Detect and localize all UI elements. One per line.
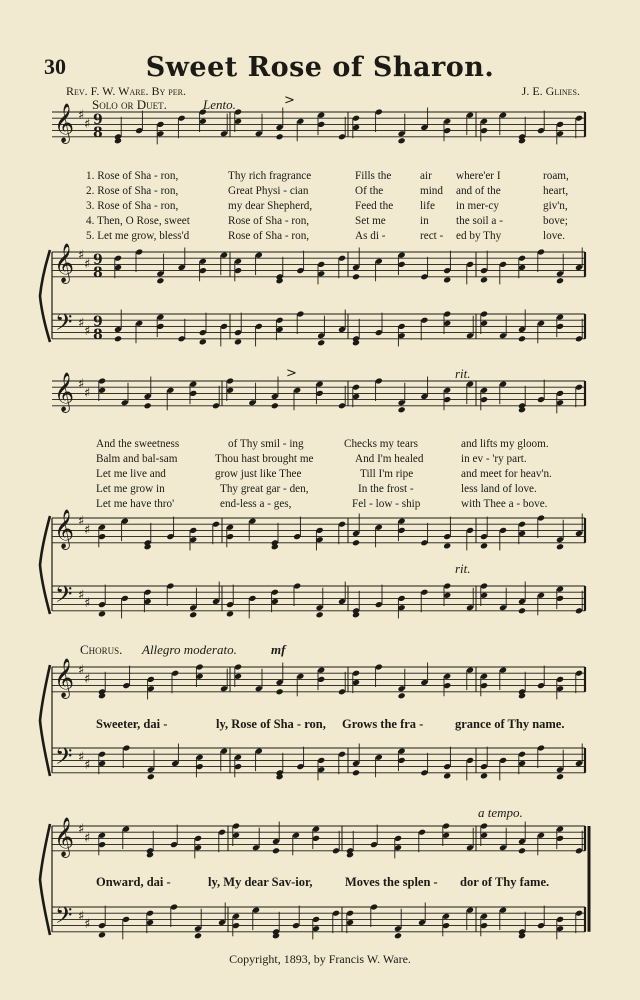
sharp-icon: ♯	[78, 377, 85, 392]
staff-brace	[40, 516, 50, 614]
sharp-icon: ♯	[78, 909, 85, 924]
verse-4-seg-5: the soil a -	[456, 215, 503, 227]
verse-5-seg-1: 5. Let me grow, bless'd	[86, 230, 190, 242]
verse-5-seg-2: Rose of Sha - ron,	[228, 230, 310, 242]
chorus-2-seg-1: Onward, dai -	[96, 875, 171, 889]
verse-4-seg-6: bove;	[543, 215, 568, 227]
verse-3-line-2-seg-1: Let me live and	[96, 468, 166, 480]
verse-2-line-2-seg-2: Thou hast brought me	[215, 453, 314, 465]
verse-5-seg-5: ed by Thy	[456, 230, 502, 242]
sharp-icon: ♯	[78, 248, 85, 263]
notehead	[144, 402, 152, 409]
verse-2-line-2-seg-4: in ev - 'ry part.	[461, 453, 527, 465]
accent-icon: >	[286, 366, 297, 381]
notehead	[226, 610, 234, 617]
notehead	[398, 692, 406, 699]
sharp-icon: ♯	[84, 596, 91, 611]
verse-4-seg-3: Set me	[355, 215, 386, 227]
sharp-icon: ♯	[84, 831, 91, 846]
rit-direction-2: rit.	[455, 561, 471, 576]
verse-1-seg-6: roam,	[543, 170, 569, 182]
verse-1-seg-3: Fills the	[355, 170, 392, 182]
notehead	[199, 338, 207, 345]
notehead	[394, 932, 402, 939]
time-signature-top: 9	[93, 314, 103, 330]
verse-1-line-2-seg-2: of Thy smil - ing	[228, 438, 304, 450]
verse-4-seg-2: Rose of Sha - ron,	[228, 215, 310, 227]
chorus-1-seg-4: grance of Thy name.	[455, 717, 565, 731]
verse-3-seg-5: in mer-cy	[456, 200, 499, 212]
notehead	[147, 773, 155, 780]
treble-clef-icon: 𝄞	[54, 509, 75, 549]
sharp-icon: ♯	[78, 588, 85, 603]
notehead	[189, 611, 197, 618]
verse-4-line-2-seg-4: less land of love.	[461, 483, 537, 495]
verse-4-seg-1: 4. Then, O Rose, sweet	[86, 215, 190, 227]
notehead	[518, 335, 526, 342]
verse-3-seg-1: 3. Rose of Sha - ron,	[86, 200, 179, 212]
verse-1-line-2-seg-1: And the sweetness	[96, 438, 180, 450]
sharp-icon: ♯	[78, 663, 85, 678]
treble-clef-icon: 𝄞	[54, 103, 75, 143]
notehead	[352, 273, 360, 280]
notehead	[276, 133, 284, 140]
verse-4-seg-4: in	[420, 215, 429, 227]
notehead	[480, 542, 488, 549]
verse-2-line-2-seg-3: And I'm healed	[355, 453, 424, 465]
notehead	[556, 773, 564, 780]
notehead	[352, 769, 360, 776]
treble-clef-icon: 𝄞	[54, 817, 75, 857]
verse-3-line-2-seg-2: grow just like Thee	[215, 468, 302, 480]
sharp-icon: ♯	[84, 672, 91, 687]
verse-5-line-2-seg-3: Fel - low - ship	[352, 498, 421, 510]
time-signature-bottom: 8	[93, 327, 103, 343]
notehead	[272, 847, 280, 854]
notehead	[443, 542, 451, 549]
notehead	[398, 406, 406, 413]
notehead	[518, 847, 526, 854]
verse-1-seg-5: where'er I	[456, 170, 501, 182]
verse-1-seg-1: 1. Rose of Sha - ron,	[86, 170, 179, 182]
notehead	[276, 688, 284, 695]
sharp-icon: ♯	[78, 750, 85, 765]
staff-brace	[40, 250, 50, 342]
sharp-icon: ♯	[84, 257, 91, 272]
notehead	[316, 611, 324, 618]
sharp-icon: ♯	[84, 386, 91, 401]
verse-4-line-2-seg-1: Let me grow in	[96, 483, 165, 495]
notehead	[352, 539, 360, 546]
notehead	[480, 772, 488, 779]
verse-1-seg-2: Thy rich fragrance	[228, 170, 312, 182]
chorus-2-seg-2: ly, My dear Sav-ior,	[208, 875, 313, 889]
verse-3-line-2-seg-3: Till I'm ripe	[360, 468, 414, 480]
notehead	[443, 772, 451, 779]
treble-clef-icon: 𝄞	[54, 658, 75, 698]
sharp-icon: ♯	[84, 324, 91, 339]
sharp-icon: ♯	[78, 514, 85, 529]
chorus-direction: Chorus.	[80, 642, 123, 657]
composer-credit: J. E. Glines.	[521, 84, 580, 98]
verse-4-line-2-seg-3: In the frost -	[358, 483, 414, 495]
verse-5-line-2-seg-1: Let me have thro'	[96, 498, 175, 510]
notehead	[398, 137, 406, 144]
chorus-1-seg-3: Grows the fra -	[342, 717, 424, 731]
verse-3-seg-2: my dear Shepherd,	[228, 200, 313, 212]
notehead	[98, 931, 106, 938]
notehead	[556, 277, 564, 284]
verse-3-line-2-seg-4: and meet for heav'n.	[461, 468, 552, 480]
verse-5-line-2-seg-2: end-less a - ges,	[220, 498, 292, 510]
notehead	[443, 276, 451, 283]
chorus-1-seg-2: ly, Rose of Sha - ron,	[216, 717, 326, 731]
notehead	[556, 543, 564, 550]
dynamic-mf: mf	[271, 642, 286, 657]
notehead	[98, 610, 106, 617]
sharp-icon: ♯	[78, 822, 85, 837]
bass-clef-icon: 𝄢	[55, 903, 73, 934]
verse-2-seg-3: Of the	[355, 185, 384, 197]
verse-1-line-2-seg-3: Checks my tears	[344, 438, 418, 450]
verse-2-seg-4: mind	[420, 185, 443, 197]
verse-3-seg-6: giv'n,	[543, 200, 568, 212]
sharp-icon: ♯	[84, 117, 91, 132]
bass-clef-icon: 𝄢	[55, 744, 73, 775]
notehead	[317, 339, 325, 346]
tempo-lento: Lento.	[203, 97, 236, 112]
time-signature-top: 9	[93, 112, 103, 128]
verse-5-seg-3: As di -	[355, 230, 386, 242]
time-signature-bottom: 8	[93, 265, 103, 281]
hymn-title: Sweet Rose of Sharon.	[145, 52, 495, 83]
staff-brace	[40, 824, 50, 935]
notehead	[194, 932, 202, 939]
verse-3-seg-3: Feed the	[355, 200, 394, 212]
notehead	[234, 338, 242, 345]
time-signature-bottom: 8	[93, 125, 103, 141]
sharp-icon: ♯	[84, 523, 91, 538]
sharp-icon: ♯	[84, 758, 91, 773]
tempo-allegro: Allegro moderato.	[142, 642, 237, 657]
notehead	[518, 607, 526, 614]
chorus-1-seg-1: Sweeter, dai -	[96, 717, 168, 731]
verse-1-line-2-seg-4: and lifts my gloom.	[461, 438, 549, 450]
treble-clef-icon: 𝄞	[54, 243, 75, 283]
page-number: 30	[44, 54, 66, 79]
solo-direction: Solo or Duet.	[92, 97, 167, 112]
sharp-icon: ♯	[78, 316, 85, 331]
verse-5-seg-4: rect -	[420, 230, 444, 242]
verse-2-seg-2: Great Physi - cian	[228, 185, 309, 197]
copyright-notice: Copyright, 1893, by Francis W. Ware.	[229, 952, 411, 966]
chorus-2-seg-4: dor of Thy fame.	[460, 875, 550, 889]
notehead	[271, 402, 279, 409]
staff-brace	[40, 665, 50, 776]
author-credit: Rev. F. W. Ware. By per.	[66, 84, 186, 98]
verse-2-seg-1: 2. Rose of Sha - ron,	[86, 185, 179, 197]
verse-5-line-2-seg-4: with Thee a - bove.	[461, 498, 548, 510]
verse-2-seg-6: heart,	[543, 185, 569, 197]
verse-3-seg-4: life	[420, 200, 435, 212]
time-signature-top: 9	[93, 252, 103, 268]
notehead	[114, 335, 122, 342]
verse-2-line-2-seg-1: Balm and bal-sam	[96, 453, 178, 465]
notehead	[156, 277, 164, 284]
verse-1-seg-4: air	[420, 170, 432, 182]
bass-clef-icon: 𝄢	[55, 582, 73, 613]
bass-clef-icon: 𝄢	[55, 310, 73, 341]
chorus-2-seg-3: Moves the splen -	[345, 875, 438, 889]
rit-direction-1: rit.	[455, 366, 471, 381]
treble-clef-icon: 𝄞	[54, 372, 75, 412]
verse-4-line-2-seg-2: Thy great gar - den,	[220, 483, 309, 495]
accent-icon: >	[284, 93, 295, 108]
notehead	[480, 276, 488, 283]
verse-5-seg-6: love.	[543, 230, 566, 242]
verse-2-seg-5: and of the	[456, 185, 501, 197]
sharp-icon: ♯	[84, 917, 91, 932]
sharp-icon: ♯	[78, 108, 85, 123]
a-tempo-direction: a tempo.	[478, 805, 523, 820]
